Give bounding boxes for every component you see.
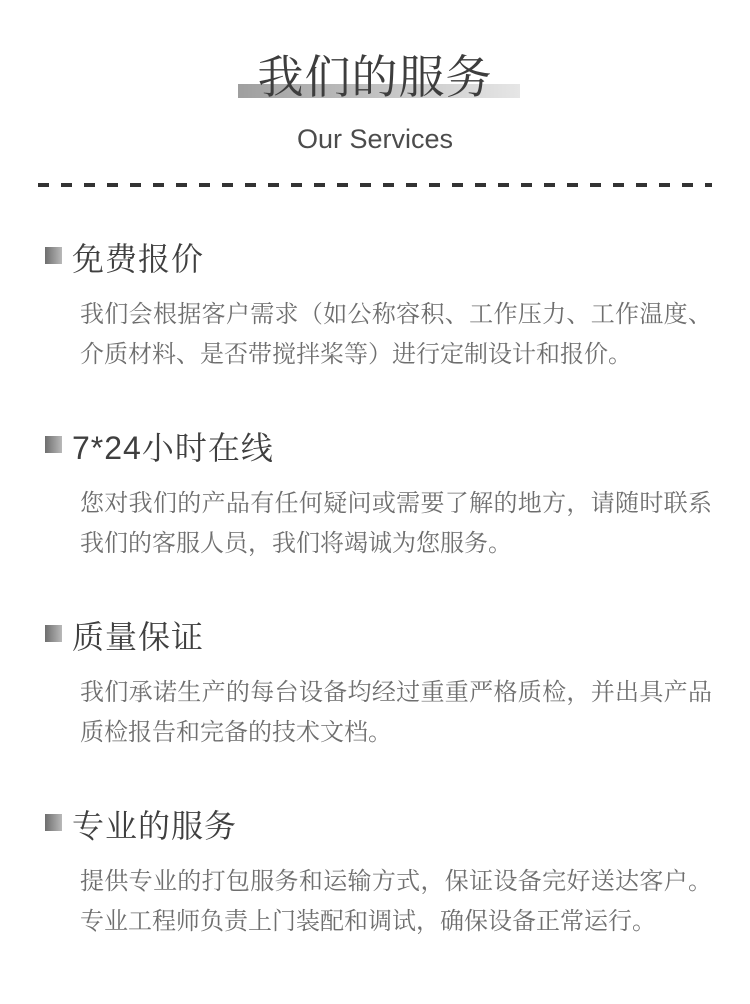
service-item xyxy=(38,241,712,375)
service-item xyxy=(38,430,712,564)
service-title: 7*24小时在线 xyxy=(72,430,274,466)
service-title: 免费报价 xyxy=(72,241,205,277)
section-subtitle: Our Services xyxy=(296,124,454,154)
service-description: 我们承诺生产的每台设备均经过重重严格质检，并出具产品质检报告和完备的技术文档。 xyxy=(80,679,712,746)
section-title-wrap xyxy=(257,51,493,103)
section-title: 我们的服务 xyxy=(257,51,493,103)
service-title-row xyxy=(45,241,712,277)
square-bullet-icon xyxy=(45,625,62,642)
service-description: 您对我们的产品有任何疑问或需要了解的地方，请随时联系我们的客服人员，我们将竭诚为您服务。 xyxy=(80,490,712,557)
service-title-row xyxy=(45,808,712,844)
square-bullet-icon xyxy=(45,436,62,453)
service-title: 专业的服务 xyxy=(72,808,238,844)
service-description: 提供专业的打包服务和运输方式，保证设备完好送达客户。专业工程师负责上门装配和调试，确保设备正常运行。 xyxy=(80,868,712,935)
dashed-divider xyxy=(38,183,712,187)
section-header xyxy=(38,51,712,157)
service-title-row xyxy=(45,619,712,655)
service-description: 我们会根据客户需求（如公称容积、工作压力、工作温度、介质材料、是否带搅拌桨等）进行定制设计和报价。 xyxy=(80,301,712,368)
service-item xyxy=(38,619,712,753)
service-item xyxy=(38,808,712,942)
service-title: 质量保证 xyxy=(72,619,205,655)
square-bullet-icon xyxy=(45,814,62,831)
service-title-row xyxy=(45,430,712,466)
square-bullet-icon xyxy=(45,247,62,264)
